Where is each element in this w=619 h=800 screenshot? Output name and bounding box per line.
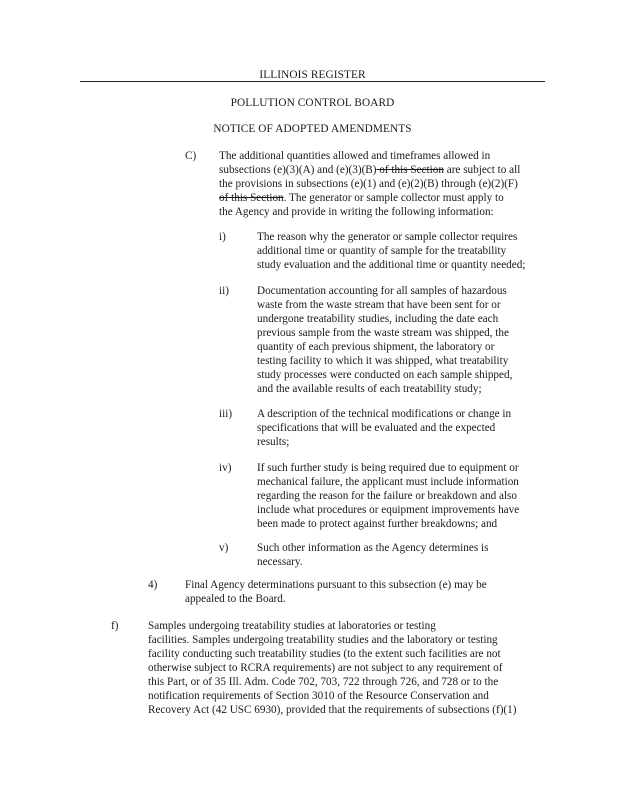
item-c-line bbox=[219, 191, 504, 205]
item-i-line: study evaluation and the additional time or quantity needed; bbox=[257, 259, 526, 271]
item-iii-line: specifications that will be evaluated and the expected bbox=[257, 422, 496, 434]
item-c-line bbox=[219, 163, 520, 177]
board-title: POLLUTION CONTROL BOARD bbox=[230, 97, 395, 109]
item-ii-line: undergone treatability studies, including the date each bbox=[257, 313, 499, 325]
item-c-text: are subject to all bbox=[443, 164, 521, 176]
item-f-line: facility conducting such treatability studies (to the extent such facilities are not bbox=[148, 648, 501, 660]
item-c-line: the provisions in subsections (e)(1) and (e)(2)(B) through (e)(2)(F) bbox=[219, 178, 518, 190]
item-ii-line: waste from the waste stream that have been sent for or bbox=[257, 299, 501, 311]
item-i-line: additional time or quantity of sample for the treatability bbox=[257, 245, 507, 257]
item-i-label: i) bbox=[219, 231, 226, 243]
item-ii-line: previous sample from the waste stream was shipped, the bbox=[257, 327, 509, 339]
item-4-label: 4) bbox=[148, 579, 158, 591]
item-ii-line: study processes were conducted on each sample shipped, bbox=[257, 369, 513, 381]
header-rule bbox=[80, 81, 545, 82]
item-iv-label: iv) bbox=[219, 462, 232, 474]
item-c-text: . The generator or sample collector must apply to bbox=[283, 192, 504, 204]
item-iv-line: been made to protect against further breakdowns; and bbox=[257, 518, 498, 530]
item-f-line: this Part, or of 35 Ill. Adm. Code 702, 703, 722 through 726, and 728 or to the bbox=[148, 676, 499, 688]
register-title: ILLINOIS REGISTER bbox=[259, 69, 366, 81]
item-c-label: C) bbox=[185, 150, 197, 162]
item-ii-label: ii) bbox=[219, 285, 229, 297]
notice-title: NOTICE OF ADOPTED AMENDMENTS bbox=[213, 123, 412, 135]
item-v-line: necessary. bbox=[257, 556, 303, 568]
item-iii-line: results; bbox=[257, 436, 290, 448]
item-iv-line: mechanical failure, the applicant must include information bbox=[257, 476, 519, 488]
item-iv-line: regarding the reason for the failure or breakdown and also bbox=[257, 490, 518, 502]
item-ii-line: quantity of each previous shipment, the laboratory or bbox=[257, 341, 495, 353]
item-iii-line: A description of the technical modifications or change in bbox=[257, 408, 512, 420]
item-ii-line: testing facility to which it was shipped, what treatability bbox=[257, 355, 509, 367]
item-v-label: v) bbox=[219, 542, 229, 554]
deleted-text: of this Section bbox=[376, 164, 444, 176]
item-4-line: Final Agency determinations pursuant to this subsection (e) may be bbox=[185, 579, 487, 591]
deleted-text: of this Section bbox=[219, 192, 284, 204]
item-ii-line: and the available results of each treatability study; bbox=[257, 383, 482, 395]
item-iv-line: include what procedures or equipment improvements have bbox=[257, 504, 520, 516]
item-f-line: notification requirements of Section 3010 of the Resource Conservation and bbox=[148, 690, 489, 702]
item-iv-line: If such further study is being required due to equipment or bbox=[257, 462, 519, 474]
item-f-line: Recovery Act (42 USC 6930), provided that the requirements of subsections (f)(1) bbox=[148, 704, 517, 716]
item-f-line: Samples undergoing treatability studies at laboratories or testing bbox=[148, 620, 436, 632]
item-iii-label: iii) bbox=[219, 408, 233, 420]
item-4-line: appealed to the Board. bbox=[185, 593, 286, 605]
item-ii-line: Documentation accounting for all samples of hazardous bbox=[257, 285, 507, 297]
item-c-line: the Agency and provide in writing the following information: bbox=[219, 206, 494, 218]
item-c-line: The additional quantities allowed and timeframes allowed in bbox=[219, 150, 491, 162]
item-f-line: otherwise subject to RCRA requirements) are not subject to any requirement of bbox=[148, 662, 503, 674]
item-f-line: facilities. Samples undergoing treatability studies and the laboratory or testing bbox=[148, 634, 498, 646]
item-c-text: subsections (e)(3)(A) and (e)(3)(B) bbox=[219, 164, 377, 176]
item-v-line: Such other information as the Agency determines is bbox=[257, 542, 489, 554]
item-i-line: The reason why the generator or sample collector requires bbox=[257, 231, 518, 243]
item-f-label: f) bbox=[111, 620, 119, 632]
